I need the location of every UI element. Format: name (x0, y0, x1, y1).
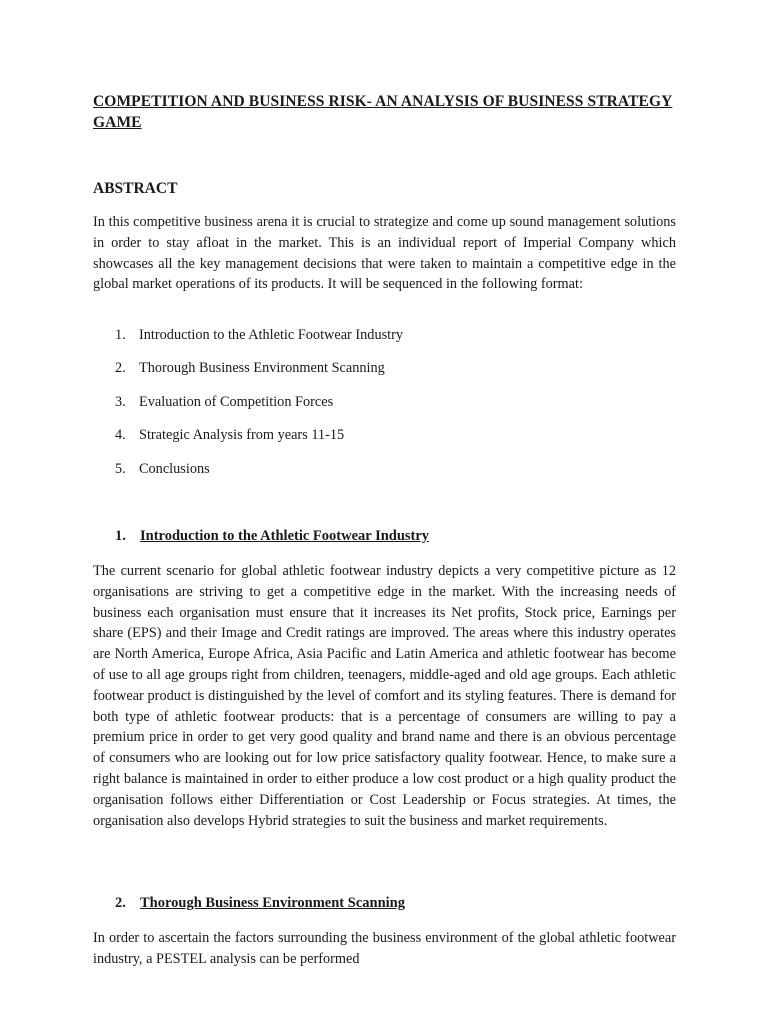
document-title: COMPETITION AND BUSINESS RISK- AN ANALYSIS OF BUSINESS STRATEGY GAME (93, 93, 673, 131)
list-item (115, 394, 403, 427)
list-item-text: Strategic Analysis from years 11-15 (139, 427, 345, 444)
list-item-number: 4. (115, 427, 126, 444)
section-1-paragraph: The current scenario for global athletic footwear industry depicts a very competitive picture as 12 organisations are striving to get a competitive edge in the market. With the increasing needs of business each organisation must ensure that it increases its Net profits, Stock price, Earnings per share (EPS) and their Image and Credit ratings are improved. The areas where this industry operates are North America, Europe Africa, Asia Pacific and Latin America and athletic footwear has become of use to all age groups right from children, teenagers, middle-aged and old age groups. Each athletic footwear product is distinguished by the level of comfort and its styling features. There is demand for both type of athletic footwear products: that is a percentage of consumers are willing to pay a premium price in order to get very good quality and brand name and there is an obvious percentage of consumers who are looking out for low price satisfactory quality footwear. Hence, to make sure a right balance is maintained in order to either produce a low cost product or a high quality product the organisation follows either Differentiation or Cost Leadership or Focus strategies. At times, the organisation also develops Hybrid strategies to suit the business and market requirements. (93, 563, 676, 829)
list-item-text: Introduction to the Athletic Footwear Industry (139, 327, 404, 343)
section-2-heading (115, 895, 405, 912)
section-title: Thorough Business Environment Scanning (140, 895, 405, 911)
list-item (115, 461, 403, 494)
list-item (115, 360, 403, 393)
list-item-number: 2. (115, 360, 126, 377)
list-item-number: 3. (115, 393, 126, 410)
section-number: 1. (115, 528, 126, 544)
section-number: 2. (115, 895, 126, 911)
list-item-text: Evaluation of Competition Forces (139, 393, 334, 410)
abstract-paragraph: In this competitive business arena it is crucial to strategize and come up sound management solutions in order to stay afloat in the market. This is an individual report of Imperial Company which showcases all the key management decisions that were taken to maintain a competitive edge in the global market operations of its products. It will be sequenced in the following format: (93, 214, 676, 293)
section-2-paragraph: In order to ascertain the factors surrounding the business environment of the global athletic footwear industry, a PESTEL analysis can be performed (93, 930, 676, 967)
list-item-number: 1. (115, 327, 126, 343)
list-item (115, 427, 403, 460)
list-item-text: Thorough Business Environment Scanning (139, 360, 385, 377)
list-item-number: 5. (115, 460, 126, 477)
abstract-heading: ABSTRACT (93, 180, 178, 197)
section-title: Introduction to the Athletic Footwear Industry (140, 528, 430, 544)
format-list (115, 327, 403, 494)
section-1-heading (115, 528, 429, 545)
list-item-text: Conclusions (139, 460, 210, 477)
list-item (115, 327, 403, 360)
